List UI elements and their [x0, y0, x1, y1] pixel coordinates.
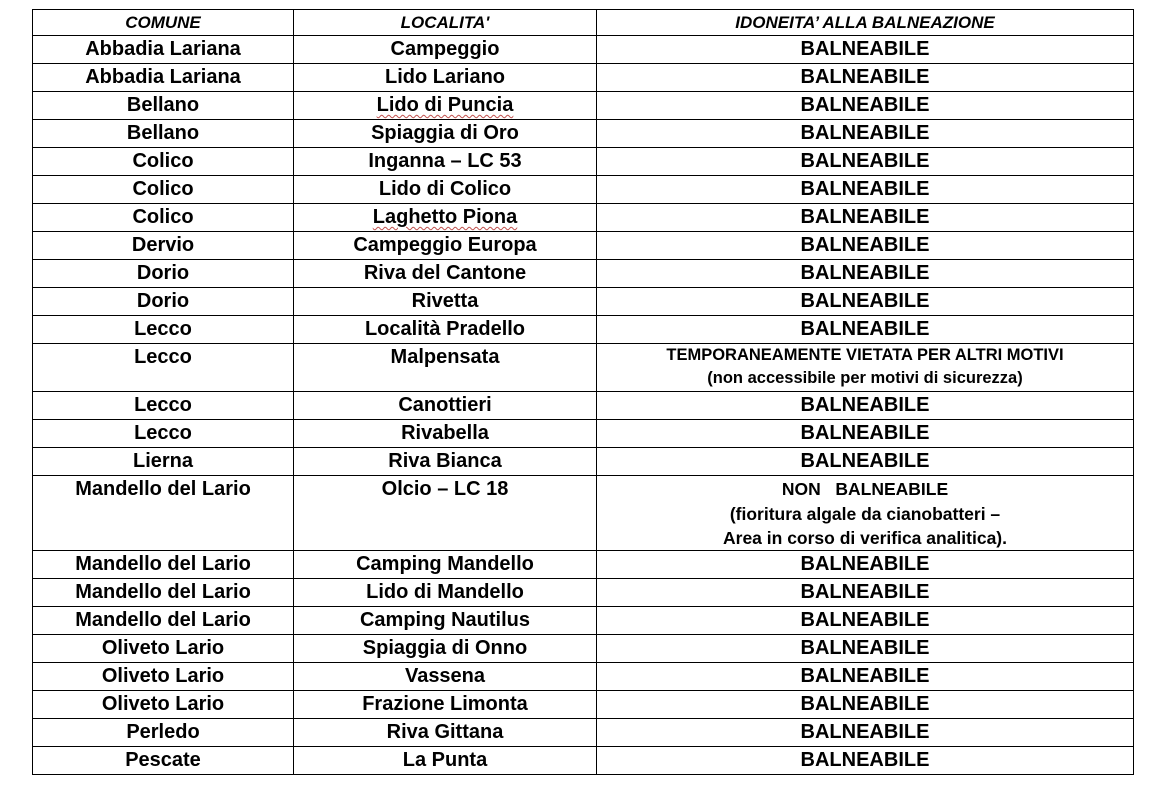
cell-status: BALNEABILE	[597, 635, 1134, 663]
cell-status: BALNEABILE	[597, 64, 1134, 92]
table-row	[33, 747, 1134, 775]
cell-localita: Località Pradello	[294, 316, 597, 344]
cell-status: BALNEABILE	[597, 392, 1134, 420]
cell-comune: Lecco	[33, 420, 294, 448]
table-row	[33, 392, 1134, 420]
cell-status: BALNEABILE	[597, 148, 1134, 176]
cell-comune: Perledo	[33, 719, 294, 747]
cell-status: BALNEABILE	[597, 260, 1134, 288]
cell-localita: Camping Mandello	[294, 551, 597, 579]
cell-status: BALNEABILE	[597, 232, 1134, 260]
cell-localita: Lido di Mandello	[294, 579, 597, 607]
table-row	[33, 344, 1134, 392]
cell-status: BALNEABILE	[597, 420, 1134, 448]
table-row	[33, 476, 1134, 551]
table-row	[33, 551, 1134, 579]
cell-localita: Malpensata	[294, 344, 597, 392]
cell-comune: Pescate	[33, 747, 294, 775]
cell-localita: Lido Lariano	[294, 64, 597, 92]
cell-comune: Oliveto Lario	[33, 635, 294, 663]
cell-localita: Spiaggia di Onno	[294, 635, 597, 663]
cell-comune: Dorio	[33, 288, 294, 316]
cell-status: BALNEABILE	[597, 204, 1134, 232]
cell-status: BALNEABILE	[597, 663, 1134, 691]
cell-localita: Campeggio	[294, 36, 597, 64]
status-note: (non accessibile per motivi di sicurezza)	[707, 369, 1023, 387]
cell-comune: Colico	[33, 148, 294, 176]
cell-status: BALNEABILE	[597, 719, 1134, 747]
cell-status: BALNEABILE	[597, 316, 1134, 344]
table-row	[33, 92, 1134, 120]
table-body	[33, 36, 1134, 775]
cell-status: BALNEABILE	[597, 36, 1134, 64]
table-row	[33, 448, 1134, 476]
cell-status: BALNEABILE	[597, 551, 1134, 579]
spellcheck-underlined-text: Lido di Puncia	[376, 94, 514, 116]
cell-status	[597, 476, 1134, 551]
header-comune: COMUNE	[33, 10, 294, 36]
cell-localita: Inganna – LC 53	[294, 148, 597, 176]
status-note: (fioritura algale da cianobatteri –	[729, 504, 1001, 524]
cell-status: BALNEABILE	[597, 448, 1134, 476]
cell-comune: Lierna	[33, 448, 294, 476]
cell-comune: Oliveto Lario	[33, 663, 294, 691]
cell-localita: Riva Gittana	[294, 719, 597, 747]
status-line: NON BALNEABILE	[781, 479, 949, 499]
table-row	[33, 204, 1134, 232]
cell-localita: Canottieri	[294, 392, 597, 420]
table-row	[33, 607, 1134, 635]
cell-comune: Abbadia Lariana	[33, 36, 294, 64]
cell-comune: Oliveto Lario	[33, 691, 294, 719]
cell-localita: Campeggio Europa	[294, 232, 597, 260]
header-localita: LOCALITA'	[294, 10, 597, 36]
cell-status	[597, 344, 1134, 392]
cell-localita	[294, 204, 597, 232]
table-row	[33, 232, 1134, 260]
header-row	[33, 10, 1134, 36]
cell-localita: Lido di Colico	[294, 176, 597, 204]
cell-comune: Mandello del Lario	[33, 579, 294, 607]
cell-status: BALNEABILE	[597, 579, 1134, 607]
status-note: Area in corso di verifica analitica).	[723, 528, 1007, 548]
cell-comune: Bellano	[33, 92, 294, 120]
cell-comune: Colico	[33, 176, 294, 204]
bathing-suitability-table	[32, 9, 1134, 775]
table-row	[33, 663, 1134, 691]
cell-status: BALNEABILE	[597, 691, 1134, 719]
cell-status: BALNEABILE	[597, 607, 1134, 635]
cell-comune: Lecco	[33, 316, 294, 344]
table-row	[33, 36, 1134, 64]
cell-localita: Olcio – LC 18	[294, 476, 597, 551]
cell-status: BALNEABILE	[597, 120, 1134, 148]
cell-status: BALNEABILE	[597, 176, 1134, 204]
cell-comune: Mandello del Lario	[33, 476, 294, 551]
cell-comune: Mandello del Lario	[33, 551, 294, 579]
cell-status: BALNEABILE	[597, 288, 1134, 316]
cell-status: BALNEABILE	[597, 747, 1134, 775]
cell-localita: Riva del Cantone	[294, 260, 597, 288]
cell-localita	[294, 92, 597, 120]
spellcheck-underlined-text: Laghetto Piona	[372, 206, 518, 228]
cell-comune: Lecco	[33, 392, 294, 420]
table-row	[33, 260, 1134, 288]
table-row	[33, 420, 1134, 448]
cell-localita: La Punta	[294, 747, 597, 775]
cell-status: BALNEABILE	[597, 92, 1134, 120]
table-header	[33, 10, 1134, 36]
cell-comune: Mandello del Lario	[33, 607, 294, 635]
table-row	[33, 148, 1134, 176]
cell-localita: Spiaggia di Oro	[294, 120, 597, 148]
cell-localita: Rivetta	[294, 288, 597, 316]
table-row	[33, 579, 1134, 607]
cell-comune: Colico	[33, 204, 294, 232]
cell-localita: Frazione Limonta	[294, 691, 597, 719]
table-row	[33, 635, 1134, 663]
cell-comune: Dorio	[33, 260, 294, 288]
table-row	[33, 120, 1134, 148]
cell-comune: Lecco	[33, 344, 294, 392]
table-row	[33, 316, 1134, 344]
cell-comune: Dervio	[33, 232, 294, 260]
table-row	[33, 176, 1134, 204]
cell-localita: Riva Bianca	[294, 448, 597, 476]
cell-localita: Rivabella	[294, 420, 597, 448]
table-row	[33, 64, 1134, 92]
cell-localita: Camping Nautilus	[294, 607, 597, 635]
table-row	[33, 288, 1134, 316]
status-line: TEMPORANEAMENTE VIETATA PER ALTRI MOTIVI	[666, 346, 1064, 364]
table-row	[33, 719, 1134, 747]
cell-comune: Bellano	[33, 120, 294, 148]
table-row	[33, 691, 1134, 719]
cell-localita: Vassena	[294, 663, 597, 691]
cell-comune: Abbadia Lariana	[33, 64, 294, 92]
header-idoneita: IDONEITA’ ALLA BALNEAZIONE	[597, 10, 1134, 36]
